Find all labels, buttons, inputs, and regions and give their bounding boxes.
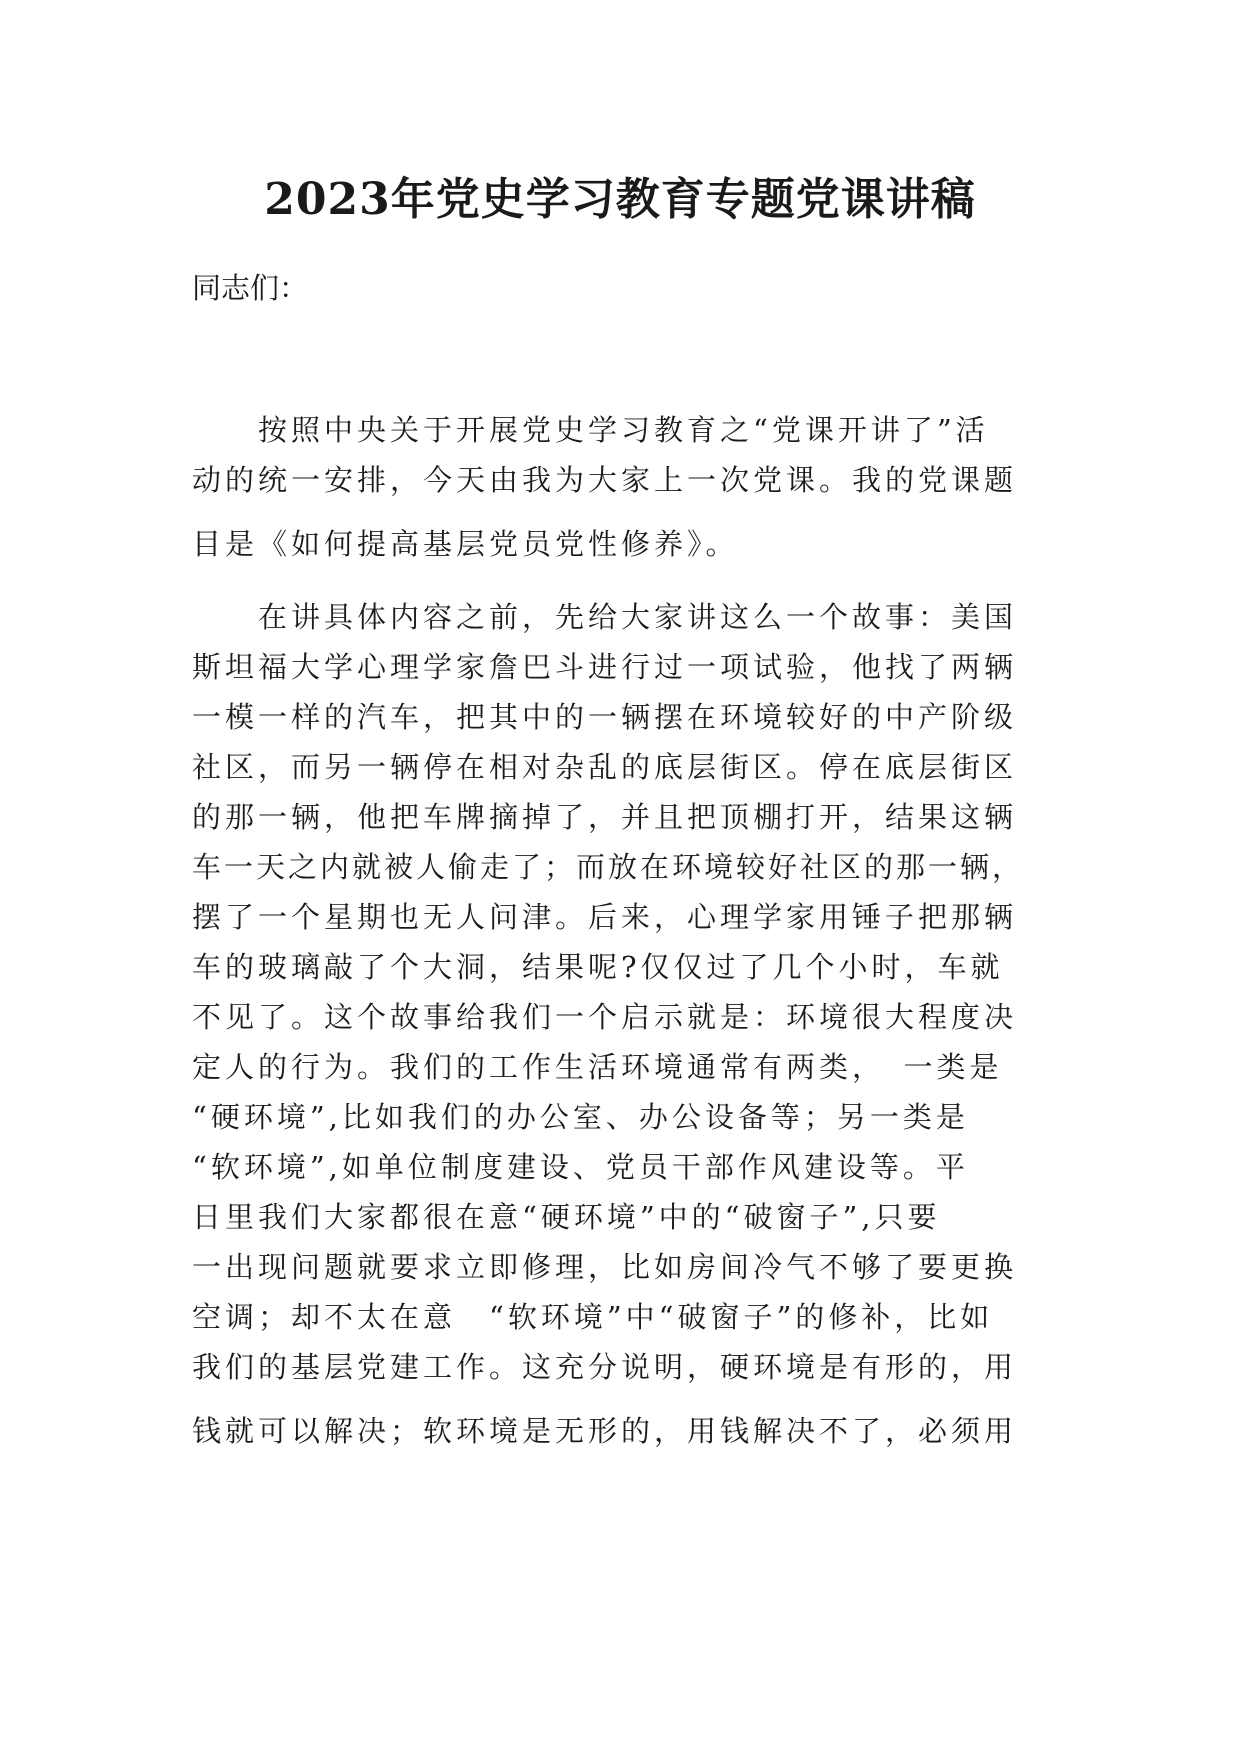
paragraph-intro	[192, 405, 1072, 569]
paragraph-line: 空调；却不太在意 “软环境”中“破窗子”的修补，比如	[192, 1300, 994, 1334]
paragraph-line: 我们的基层党建工作。这充分说明，硬环境是有形的，用	[192, 1350, 1018, 1384]
document-title: 2023年党史学习教育专题党课讲稿	[264, 174, 976, 225]
paragraph-line: 定人的行为。我们的工作生活环境通常有两类， 一类是	[192, 1050, 1003, 1084]
paragraph-line: 的那一辆，他把车牌摘掉了，并且把顶棚打开，结果这辆	[192, 800, 1018, 834]
paragraph-line: 在讲具体内容之前，先给大家讲这么一个故事：美国	[192, 600, 1018, 634]
paragraph-line: 不见了。这个故事给我们一个启示就是：环境很大程度决	[192, 1000, 1018, 1034]
paragraph-line: 车一天之内就被人偷走了；而放在环境较好社区的那一辆，	[192, 850, 1025, 884]
paragraph-line: 一模一样的汽车，把其中的一辆摆在环境较好的中产阶级	[192, 700, 1018, 734]
paragraph-line: 动的统一安排，今天由我为大家上一次党课。我的党课题	[192, 463, 1018, 497]
paragraph-line: 目是《如何提高基层党员党性修养》。	[192, 527, 739, 561]
salutation: 同志们：	[192, 271, 309, 305]
paragraph-line: 按照中央关于开展党史学习教育之“党课开讲了”活	[192, 413, 989, 447]
paragraph-line: 摆了一个星期也无人问津。后来，心理学家用锤子把那辆	[192, 900, 1018, 934]
paragraph-line: 日里我们大家都很在意“硬环境”中的“破窗子”,只要	[192, 1200, 941, 1234]
paragraph-line: 一出现问题就要求立即修理，比如房间冷气不够了要更换	[192, 1250, 1018, 1284]
paragraph-line: 车的玻璃敲了个大洞，结果呢?仅仅过了几个小时，车就	[192, 950, 1004, 984]
paragraph-line: “软环境”,如单位制度建设、党员干部作风建设等。平	[192, 1150, 969, 1184]
paragraph-line: 钱就可以解决；软环境是无形的，用钱解决不了，必须用	[192, 1414, 1018, 1448]
paragraph-line: “硬环境”,比如我们的办公室、办公设备等；另一类是	[192, 1100, 969, 1134]
paragraph-story	[192, 592, 1072, 1456]
paragraph-line: 斯坦福大学心理学家詹巴斗进行过一项试验，他找了两辆	[192, 650, 1018, 684]
paragraph-line: 社区，而另一辆停在相对杂乱的底层街区。停在底层街区	[192, 750, 1018, 784]
